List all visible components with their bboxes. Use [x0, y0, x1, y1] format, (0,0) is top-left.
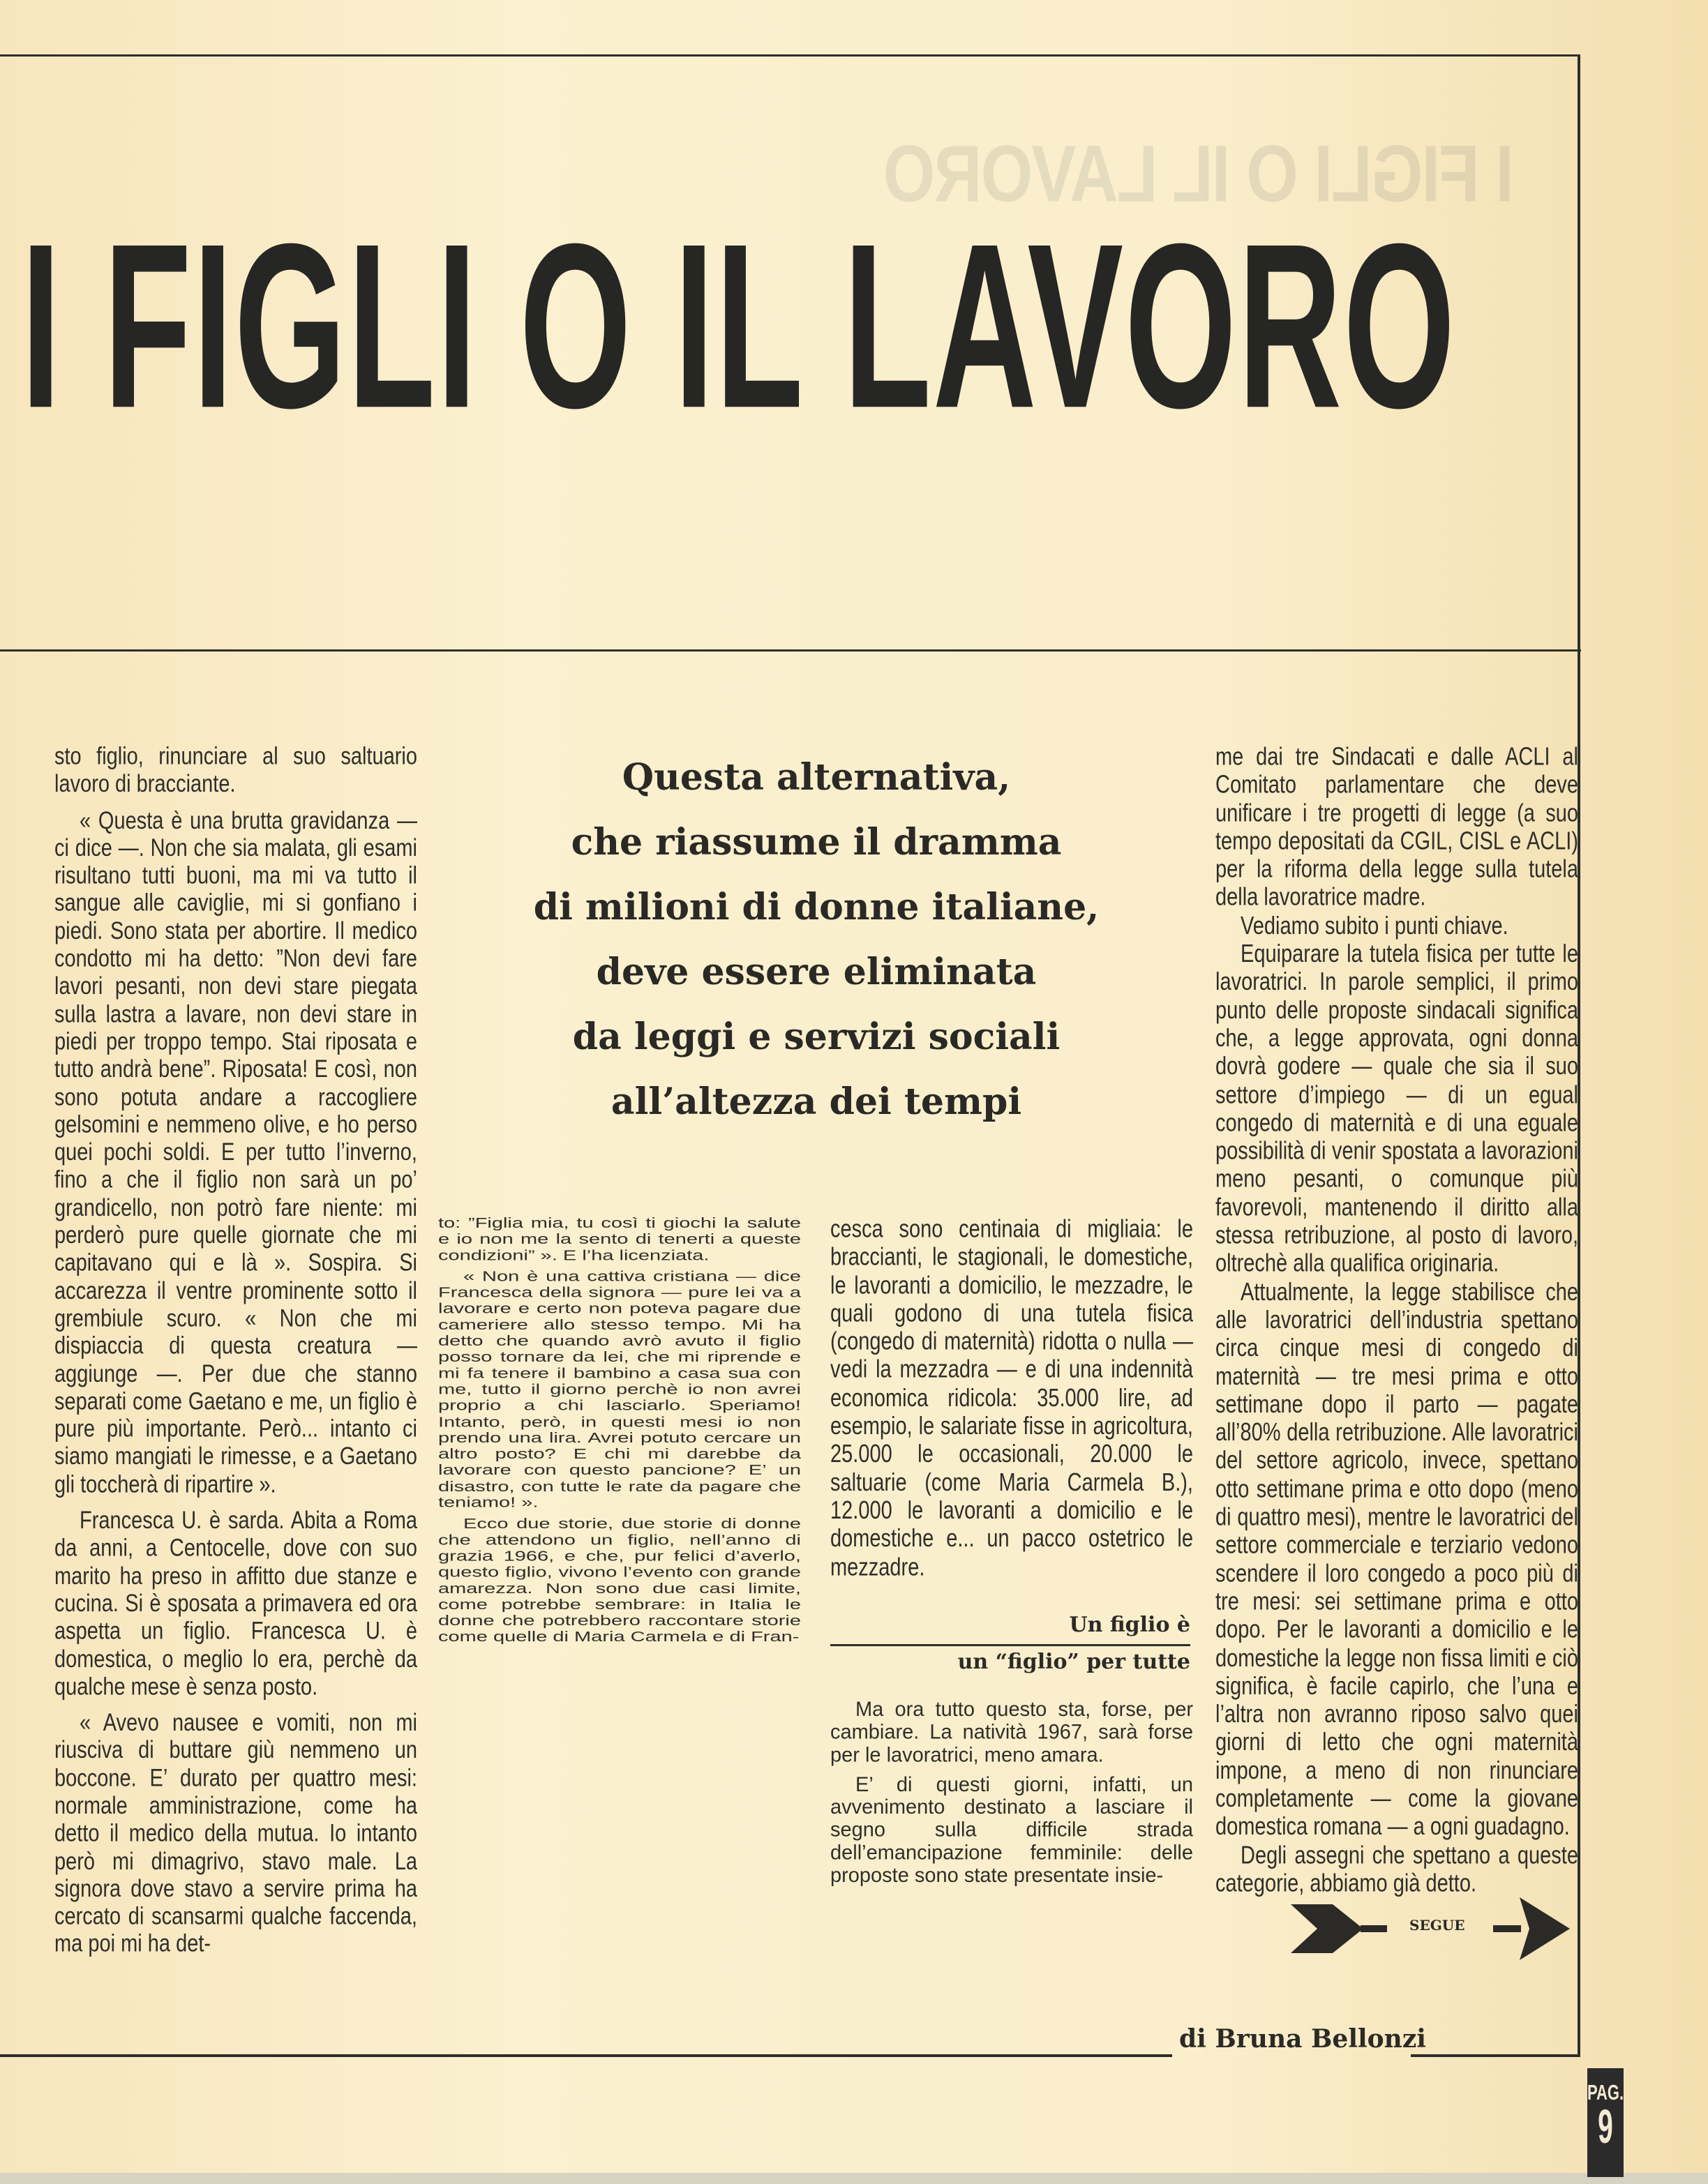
paragraph: « Questa è una brutta gravidanza — ci dice —. Non che sia malata, gli esami risultano tutti buoni, ma mi va tutto il sangue alle caviglie, mi si gonfiano i piedi. Sono stata per abortire. Il medico condotto mi ha detto: ”Non devi fare lavori pesanti, non devi stare piegata sulla lastra a lavare, non devi stare in piedi per troppo tempo. Stai riposata e tutto andrà bene”. Riposata! E così, non sono potuta andare a raccogliere gelsomini e nemmeno olive, e ho perso quei pochi soldi. E per tutto l’inverno, fino a che il figlio non sarà un po’ grandicello, non potrò fare niente: mi perderò pure quelle giornate che mi capitavano qui e là ». Sospira. Si accarezza il ventre prominente sotto il grembiule scuro. « Non che mi dispiaccia di questa creatura — aggiunge —. Per due che stanno separati come Gaetano e me, un figlio è pure più importante. Però... intanto ci siamo mangiati le rimesse, e a Gaetano gli toccherà di ripartire ».: [54, 806, 417, 1498]
byline: di Bruna Bellonzi: [1179, 2024, 1426, 2054]
page-number: 9: [1598, 2099, 1613, 2153]
paragraph: Attualmente, la legge stabilisce che alle lavoratrici dell’industria spettano circa cinque mesi di congedo di maternità — tre mesi prima e otto settimane dopo il parto — pagate all’80% della retribuzione. Alle lavoratrici del settore agricolo, invece, spettano otto settimane prima e otto dopo (meno di quattro mesi), mentre le lavoratrici del settore commerciale e terziario vedono scendere il loro congedo a poco più di tre mesi: sei settimane prima e otto dopo. Per le lavoranti a domicilio e le domestiche la legge non fissa limiti e ciò significa, è facile capirlo, che l’una e l’altra non avranno riposo salvo quei giorni di letto che ogni maternità impone, a meno di non rinunciare completamente — come la giovane domestica romana — a ogni guadagno.: [1215, 1278, 1578, 1842]
title-underline-rule: [0, 649, 1581, 652]
paragraph: cesca sono centinaia di migliaia: le braccianti, le stagionali, le domestiche, le lavoranti a domicilio, le mezzadre, le quali godono di una tutela fisica (congedo di maternità) ridotta o nulla — vedi la mezzadra — e di una indennità economica ridicola: 35.000 lire, ad esempio, le salariate fisse in agricoltura, 25.000 le occasionali, 20.000 le saltuarie (come Maria Carmela B.), 12.000 le lavoranti a domicilio e le domestiche e... un pacco ostetrico le mezzadre.: [830, 1215, 1193, 1581]
pull-quote: [426, 745, 1207, 1134]
arrow-fletching: [1291, 1904, 1361, 1953]
paragraph: Ecco due storie, due storie di donne che attendono un figlio, nell’anno di grazia 1966, e che, pur felici d’averlo, questo figlio, vivono l’evento con grande amarezza. Non sono due casi limite, come potrebbe sembrare: in Italia le donne che potrebbero raccontare storie come quelle di Maria Carmela e di Fran-: [438, 1516, 801, 1645]
page-title: I FIGLI O IL LAVORO: [21, 195, 1457, 458]
paragraph: me dai tre Sindacati e dalle ACLI al Comitato parlamentare che deve unificare i tre progetti di legge (a suo tempo depositati da CGIL, CISL e ACLI) per la riforma della legge sulla tutela della lavoratrice madre.: [1215, 743, 1578, 912]
paragraph: E’ di questi giorni, infatti, un avvenimento destinato a lasciare il segno sulla difficile strada dell’emancipazione femminile: delle proposte sono state presentate insie-: [830, 1773, 1193, 1887]
continue-label: SEGUE: [1409, 1917, 1465, 1934]
column-1: [54, 743, 417, 1958]
arrow-shaft-right: [1493, 1925, 1521, 1932]
subheading-line-1: Un figlio è: [1069, 1613, 1190, 1637]
pull-quote-line: all’altezza dei tempi: [610, 1080, 1022, 1123]
column-3: [830, 1215, 1193, 1581]
bottom-rule-left: [0, 2054, 1172, 2057]
pull-quote-line: che riassume il dramma: [571, 821, 1062, 864]
paragraph: « Avevo nausee e vomiti, non mi riusciva di buttare giù nemmeno un boccone. E’ durato per quattro mesi: normale amministrazione, come ha detto il medico della mutua. Io intanto però mi dimagrivo, stavo male. La signora dove stavo a servire prima ha cercato di scansarmi qualche faccenda, ma poi mi ha det-: [54, 1709, 417, 1958]
arrow-shaft-left: [1361, 1925, 1387, 1932]
arrow-head: [1520, 1897, 1570, 1960]
pull-quote-line: da leggi e servizi sociali: [572, 1016, 1061, 1058]
paragraph: Equiparare la tutela fisica per tutte le lavoratrici. In parole semplici, il primo punto delle proposte sindacali significa che, a legge approvata, ogni donna dovrà godere — quale che sia il suo settore d’impiego — di un egual congedo di maternità e di una eguale possibilità di venir spostata a lavorazioni meno pesanti, o comunque più favorevoli, mantenendo il diritto alla stessa retribuzione, al posto di lavoro, oltrechè alla qualifica originaria.: [1215, 940, 1578, 1278]
column-2: [438, 1215, 801, 1645]
pull-quote-line: di milioni di donne italiane,: [533, 886, 1100, 928]
continue-marker[interactable]: [1291, 1897, 1584, 1960]
bottom-rule-right: [1411, 2054, 1580, 2057]
top-rule: [0, 54, 1580, 57]
show-through-title: I FIGLI O IL LAVORO: [884, 129, 1514, 219]
column-3-continued: [830, 1699, 1193, 1887]
paragraph: Ma ora tutto questo sta, forse, per cambiare. La natività 1967, sarà forse per le lavoratrici, meno amara.: [830, 1699, 1193, 1767]
paragraph: Vediamo subito i punti chiave.: [1241, 912, 1508, 940]
paragraph: « Non è una cattiva cristiana — dice Francesca della signora — pure lei va a lavorare e certo non poteva pagare due cameriere allo stesso tempo. Mi ha detto che quando avrò avuto il figlio posso tornare da lei, che mi riprende e mi fa tenere il bambino a casa sua con me, tutto il giorno perchè io non avrei proprio a chi lasciarlo. Speriamo! Intanto, però, in questi mesi io non prendo una lira. Avrei potuto cercare un altro posto? E chi mi darebbe da lavorare con questo pancione? E’ un disastro, con tutte le rate da pagare che teniamo! ».: [438, 1268, 801, 1511]
paragraph: Degli assegni che spettano a queste categorie, abbiamo già detto.: [1215, 1841, 1578, 1897]
paragraph: sto figlio, rinunciare al suo saltuario lavoro di bracciante.: [54, 743, 417, 798]
paragraph: Francesca U. è sarda. Abita a Roma da anni, a Centocelle, dove con suo marito ha preso in affitto due stanze e cucina. Si è sposata a primavera ed ora aspetta un figlio. Francesca U. è domestica, o meglio lo era, perchè da qualche mese è senza posto.: [54, 1507, 417, 1701]
column-4: [1215, 743, 1578, 1897]
paragraph: to: ”Figlia mia, tu così ti giochi la salute e io non me la sento di tenerti a queste condizioni” ». E l’ha licenziata.: [438, 1215, 801, 1264]
page-label: PAG.: [1587, 2079, 1624, 2104]
page-number-badge: [1587, 2068, 1624, 2177]
subheading-rule: [830, 1644, 1190, 1646]
pull-quote-line: Questa alternativa,: [622, 756, 1011, 799]
pull-quote-line: deve essere eliminata: [596, 951, 1037, 993]
subheading-line-2: un “figlio” per tutte: [957, 1650, 1190, 1674]
scan-edge: [0, 2173, 1708, 2184]
